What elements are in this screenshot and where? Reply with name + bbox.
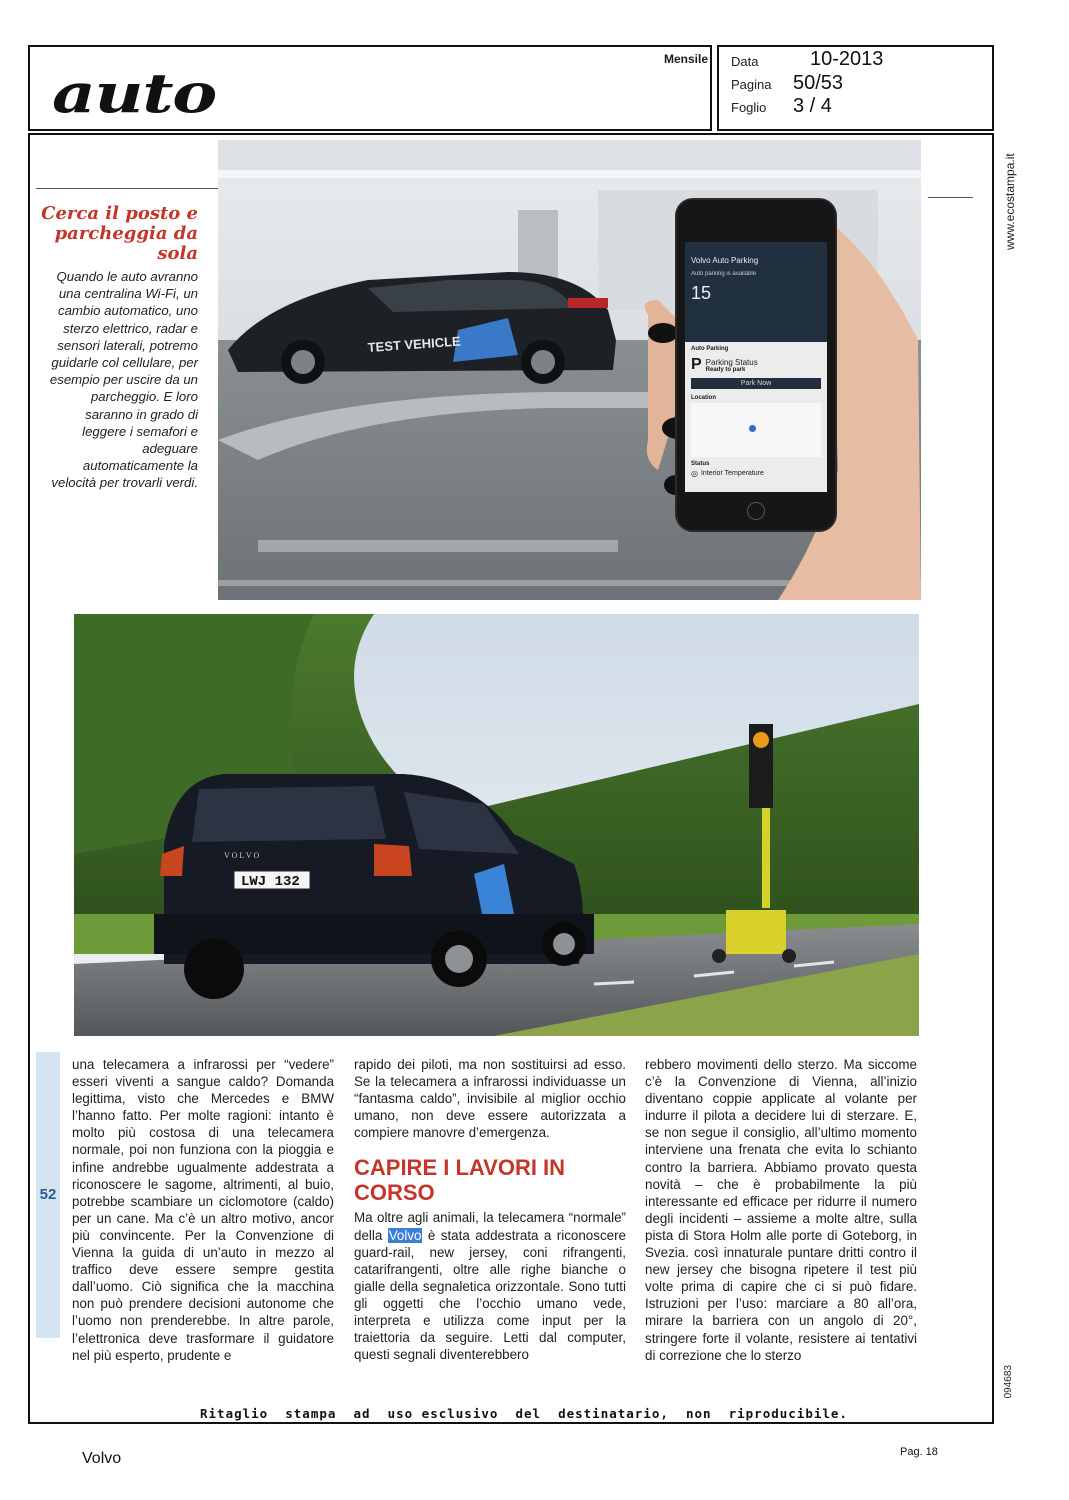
brand-label: Volvo	[82, 1450, 122, 1467]
caption-body: Quando le auto avranno una centralina Wi-Fi, un cambio automatico, uno sterzo elettrico, radar e sensori laterali, potremo guidarle col cellulare, per esempio per uscire da un parcheggio. E loro saranno in grado di leggere i semafori e adeguare automaticamente la velocità per trovarli verdi.	[49, 269, 198, 491]
section-auto-parking: Auto Parking	[691, 346, 729, 352]
park-now-button[interactable]	[691, 378, 821, 389]
page-footer-label: Pag. 18	[900, 1446, 938, 1458]
article-column-3	[645, 1056, 917, 1364]
article-column-2	[354, 1056, 626, 1363]
parking-photo	[218, 140, 921, 600]
sheet-value: 3 / 4	[793, 95, 832, 117]
smartphone	[675, 198, 837, 532]
page-label: Pagina	[731, 77, 772, 92]
location-map	[691, 403, 821, 457]
location-dot-icon	[749, 425, 756, 432]
ecostampa-url: www.ecostampa.it	[1003, 153, 1017, 250]
article-column-1	[72, 1056, 334, 1364]
section-heading: CAPIRE I LAVORI IN CORSO	[354, 1155, 566, 1206]
column-2-text-post: è stata addestrata a riconoscere guard-rail, new jersey, coni rifrangenti, catarifrangenti, oltre alle righe bianche o gialle della segnaletica orizzontale. Sono tutti gli oggetti che l’occhio umano vede, interpreta e utilizza come input per la traiettoria da seguire. Letti dal computer, questi segnali diventerebbero	[354, 1227, 626, 1363]
page-number: 52	[39, 1186, 57, 1203]
status-sub: Ready to park	[705, 366, 746, 373]
rule-left	[36, 188, 218, 189]
frequency-label: Mensile	[664, 52, 709, 66]
highlight-volvo: Volvo	[388, 1227, 422, 1243]
status-title: Parking Status	[705, 357, 758, 367]
column-3-text: rebbero movimenti dello sterzo. Ma siccome c’è la Convenzione di Vienna, all’inizio diventano coppie applicate al volante per indurre il pilota a decidere lui di sterzare. E, se non segue il consiglio, all’ultimo momento interviene una frenata che evita lo schianto contro la barriera. Abbiamo provato questa novità – che è probabilmente la più interessante ed efficace per ridurre il numero degli incidenti – assieme a molte altre, sulla pista di Stora Holm alle porte di Goteborg, in Svezia. così innaturale puntare dritti contro il new jersey che bisogna ripetere il test più volte prima di capire che ci si può fidare. Istruzioni per l’uso: marciare a 80 all’ora, mirare la barriera con un angolo di 20°, stringere forte il volante, resistere ai tentativi di correzione che lo sterzo	[645, 1057, 917, 1363]
page-value: 50/53	[793, 72, 844, 94]
distance-value: 15	[691, 283, 712, 303]
section-location: Location	[691, 395, 716, 401]
parking-icon: P	[691, 356, 702, 373]
reproduction-notice: Ritaglio stampa ad uso esclusivo del destinatario, non riproducibile.	[200, 1406, 848, 1421]
rule-right	[928, 197, 973, 198]
rear-badge: V O L V O	[224, 851, 260, 860]
license-plate: LWJ 132	[241, 874, 300, 890]
caption-title: Cerca il posto e parcheggia da sola	[41, 203, 198, 264]
column-2-text-pre: Ma oltre agli animali, la telecamera “normale” della	[354, 1210, 626, 1243]
park-now-label: Park Now	[740, 380, 772, 387]
column-2-top-text: rapido dei piloti, ma non sostituirsi ad esso. Se la telecamera a infrarossi individuasse un “fantasma caldo”, invisibile al miglior occhio umano, non deve essere autorizzata a compiere manovre d’emergenza.	[354, 1057, 626, 1141]
road-photo	[74, 614, 919, 1036]
phone-screen	[685, 242, 827, 492]
test-vehicle-label: TEST VEHICLE	[367, 333, 462, 355]
section-status: Status	[691, 461, 710, 467]
road-scene	[74, 614, 919, 1036]
date-value: 10-2013	[810, 48, 884, 70]
temp-label: Interior Temperature	[700, 470, 764, 477]
date-label: Data	[731, 54, 759, 69]
home-button[interactable]	[747, 502, 765, 520]
clip-code: 094683	[1003, 1365, 1014, 1399]
magazine-logo: auto	[52, 61, 217, 125]
app-title: Volvo Auto Parking	[691, 256, 759, 265]
sheet-label: Foglio	[731, 100, 767, 115]
temperature-icon: ◎	[691, 469, 698, 478]
available-text: Auto parking is available	[691, 271, 757, 277]
column-1-text: una telecamera a infrarossi per “vedere” esseri viventi a sangue caldo? Domanda legittima, visto che Mercedes e BMW l’hanno fatto. Per molte ragioni: intanto è molto più costosa di una telecamera normale, poi non funziona con la pioggia e infine andrebbe ugualmente addestrata a riconoscere le sagome, altrimenti, al buio, potrebbe scambiare un ciclomotore (caldo) per un cane. Ma c’è un altro motivo, ancor più convincente. Per la Convenzione di Vienna la guida di un’auto in mezzo al traffico deve essere sempre gestita dall’uomo. Ciò significa che la macchina non può prendere decisioni autonome che l’uomo non prenderebbe. In altre parole, l’elettronica deve trasformare il guidatore nel più esperto, prudente e	[72, 1057, 334, 1363]
